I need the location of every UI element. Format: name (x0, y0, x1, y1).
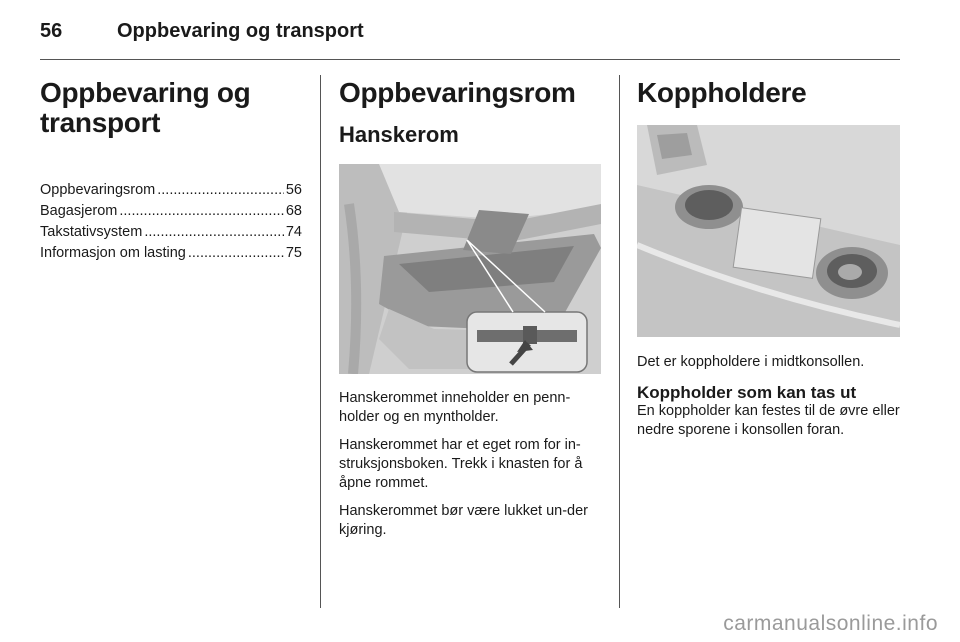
chapter-title (40, 78, 302, 138)
paragraph-pen-holder: Hanskerommet inneholder en penn-holder og en myntholder. (339, 390, 571, 425)
toc-leader (157, 180, 284, 200)
toc-label: Bagasjerom (40, 203, 118, 219)
toc-leader (144, 222, 284, 242)
subheading-removable-cupholder: Koppholder som kan tas ut (637, 383, 857, 402)
cupholder-illustration (637, 125, 900, 337)
toc-leader (119, 201, 283, 221)
toc-entry-takstativsystem[interactable] (40, 222, 302, 242)
toc-page: 75 (285, 245, 302, 261)
column-divider-1 (320, 75, 321, 608)
column-divider-2 (619, 75, 620, 608)
cupholder-caption: Det er koppholdere i midtkonsollen. (637, 354, 865, 370)
paragraph-removable-cupholder: En koppholder kan festes til de øvre eller nedre sporene i konsollen foran. (637, 403, 900, 438)
storage-column (339, 78, 601, 540)
watermark: carmanualsonline.info (723, 612, 938, 635)
toc-entry-oppbevaringsrom[interactable] (40, 180, 302, 200)
subsection-title: Hanskerom (339, 122, 459, 147)
chapter-title-line2: transport (40, 107, 161, 138)
toc-label: Oppbevaringsrom (40, 182, 156, 198)
toc-entry-informasjon-om-lasting[interactable] (40, 243, 302, 263)
running-title: Oppbevaring og transport (117, 20, 364, 42)
toc-entry-bagasjerom[interactable] (40, 201, 302, 221)
section-title: Koppholdere (637, 77, 807, 108)
toc-page: 68 (285, 203, 302, 219)
header-rule (40, 59, 900, 60)
chapter-column (40, 78, 302, 264)
toc-page: 56 (285, 182, 302, 198)
toc-leader (188, 243, 284, 263)
glovebox-illustration (339, 164, 601, 374)
chapter-title-line1: Oppbevaring og (40, 77, 251, 108)
toc-label: Informasjon om lasting (40, 245, 186, 261)
paragraph-manual-compartment: Hanskerommet har et eget rom for in-struksjonsboken. Trekk i knasten for å åpne rommet. (339, 437, 583, 491)
toc-page: 74 (285, 224, 302, 240)
page-number: 56 (40, 20, 63, 42)
paragraph-keep-closed: Hanskerommet bør være lukket un-der kjøring. (339, 503, 588, 538)
toc-label: Takstativsystem (40, 224, 143, 240)
section-title: Oppbevaringsrom (339, 77, 576, 108)
cupholder-column (637, 78, 900, 440)
table-of-contents (40, 180, 302, 263)
